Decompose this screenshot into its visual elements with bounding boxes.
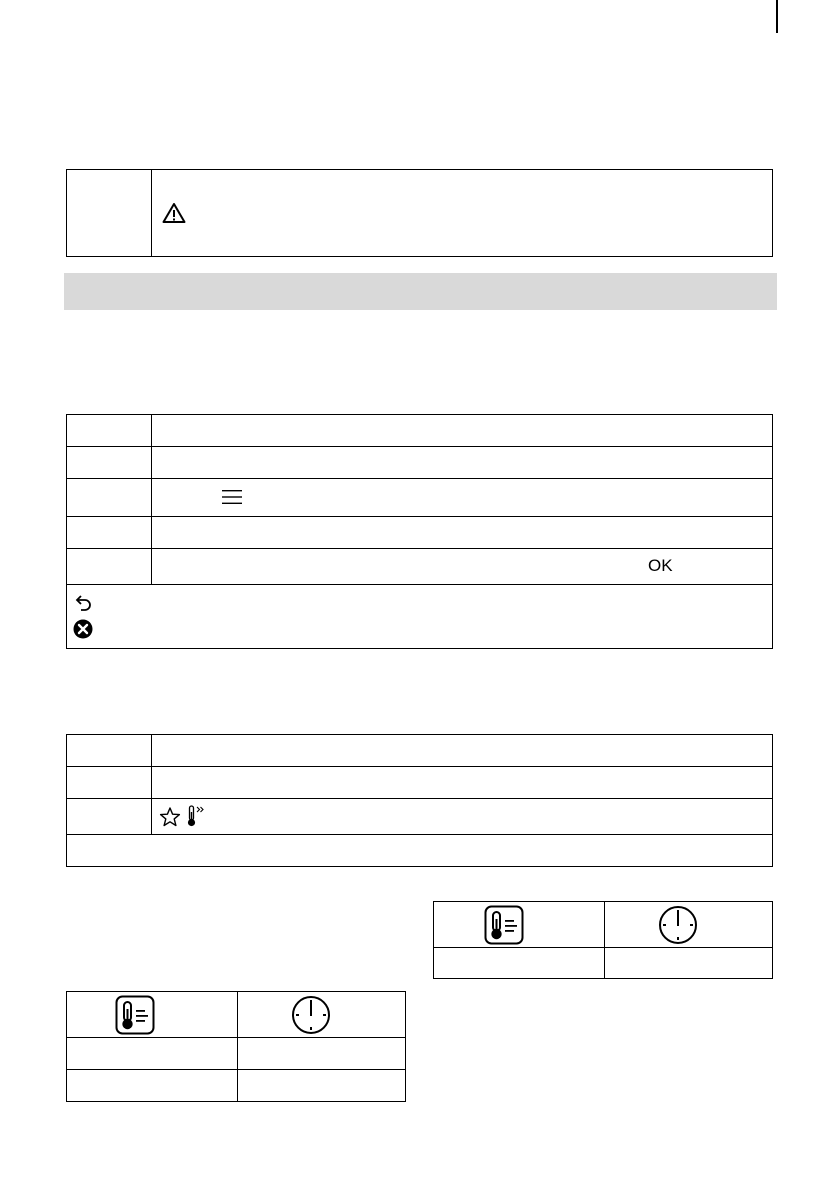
table-row [67,799,773,835]
cancel-circle-icon [73,619,93,639]
table-row [67,447,773,479]
table-row [67,735,773,767]
step-cell [67,799,152,835]
temp-time-table-left [66,991,406,1102]
functions-table [66,734,773,867]
table-cell [238,1038,406,1070]
temperature-header-cell [434,902,605,948]
steps-footer-cell [67,585,773,649]
step-text-cell [152,447,773,479]
star-icon [159,806,181,828]
table-header-row [434,902,773,948]
step-text-cell [152,799,773,835]
warning-step-cell [67,170,152,257]
warning-triangle-icon [162,202,186,224]
back-arrow-icon [73,594,93,614]
table-footer-row [67,585,773,649]
menu-icon [221,487,243,507]
page-cut-line [776,0,778,33]
table-row [67,415,773,447]
functions-footer-cell [67,835,773,867]
steps-table [66,414,773,649]
step-text-cell [152,549,773,585]
table-row [67,1038,406,1070]
table-row [67,549,773,585]
table-footer-row [67,835,773,867]
step-cell [67,479,152,517]
temperature-header-cell [67,992,238,1038]
clock-icon [291,995,331,1035]
temp-time-table-right [433,901,773,979]
step-text-cell [152,767,773,799]
table-row [434,948,773,979]
section-heading-bar [64,273,777,310]
step-cell [67,517,152,549]
step-cell [67,415,152,447]
table-cell [67,1070,238,1102]
table-cell [67,1038,238,1070]
thermometer-list-icon [484,905,524,945]
time-header-cell [238,992,406,1038]
time-header-cell [605,902,773,948]
table-cell [605,948,773,979]
warning-text-cell [152,170,773,257]
step-cell [67,767,152,799]
table-row [67,1070,406,1102]
step-text-cell [152,517,773,549]
table-row [67,767,773,799]
table-row [67,479,773,517]
table-cell [434,948,605,979]
step-cell [67,447,152,479]
table-header-row [67,992,406,1038]
warning-box-table [66,169,773,257]
step-text-cell [152,479,773,517]
ok-label: OK [648,556,673,575]
table-cell [238,1070,406,1102]
step-text-cell [152,735,773,767]
thermometer-list-icon [115,995,155,1035]
step-cell [67,735,152,767]
table-row [67,517,773,549]
step-text-cell [152,415,773,447]
fast-heat-thermometer-icon [186,804,208,828]
clock-icon [658,905,698,945]
step-cell [67,549,152,585]
